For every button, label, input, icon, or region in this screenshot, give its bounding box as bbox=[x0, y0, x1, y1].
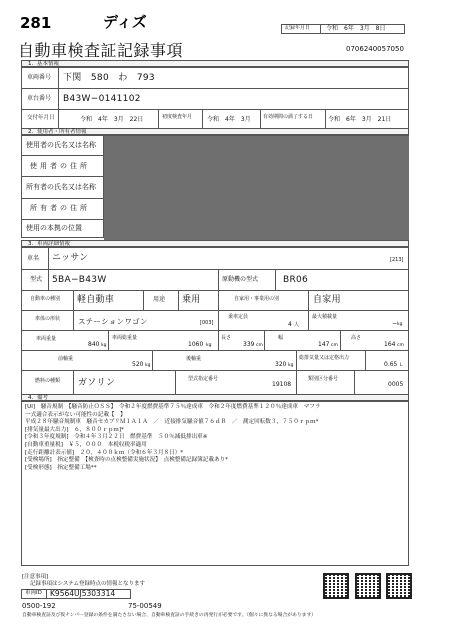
rear-axle-label: 後軸重 bbox=[186, 356, 202, 362]
notes-text: 記録事項はシステム登録時点の情報となります bbox=[30, 581, 145, 587]
business-value: 自家用 bbox=[313, 295, 341, 305]
plate-label: 車両番号 bbox=[27, 74, 52, 81]
record-date-value: 令和 6年 3月 8日 bbox=[326, 25, 386, 32]
chassis-value: B43W−0141102 bbox=[63, 94, 141, 104]
rear-axle-unit: kg bbox=[288, 363, 294, 368]
issue-date-label: 交付年月日 bbox=[27, 115, 55, 121]
maker-label: 車名 bbox=[27, 255, 40, 262]
vehicle-type-value: 軽自動車 bbox=[77, 295, 115, 305]
issue-date-value: 令和 4年 3月 22日 bbox=[80, 116, 144, 123]
max-load-unit: kg bbox=[397, 322, 403, 327]
remark-line: [令和３年度規制] 令和４年３月２２日 燃費基準 ５０％減低排出車※ bbox=[25, 434, 208, 441]
model-label: 型式 bbox=[30, 276, 43, 283]
chassis-label: 車台番号 bbox=[27, 95, 52, 102]
displacement-label: 総排気量又は定格出力 bbox=[299, 355, 350, 361]
remark-line: [排気量最大出力] ６，８００ｒｐｍ]* bbox=[25, 426, 124, 433]
remark-line: 平成２８年騒音規制車 騒音セカブリＭ１Ａ１Ａ ／ 近接排気騒音値７６ｄＢ ／ 測定回転数３，７５０ｒｐｍ* bbox=[25, 419, 319, 426]
capacity-value: 4 bbox=[288, 321, 292, 328]
remark-line: [受検形態] 指定整備工場** bbox=[25, 464, 97, 471]
first-reg-label: 初度検査年月 bbox=[162, 114, 193, 120]
length-label: 長さ bbox=[221, 335, 232, 341]
max-load-value: − bbox=[392, 320, 398, 327]
handwritten-name: ディズ bbox=[103, 13, 147, 31]
vehicle-weight-label: 車両重量 bbox=[36, 336, 57, 342]
fuel-value: ガソリン bbox=[78, 378, 116, 388]
base-location-label: 使用の本拠の位置 bbox=[26, 224, 82, 232]
category-value: 0005 bbox=[388, 381, 404, 388]
owner-address-label: 所有者の住所 bbox=[30, 204, 90, 212]
car-id-label: 車両ID bbox=[25, 590, 42, 596]
displacement-value: 0.65 bbox=[384, 361, 398, 368]
footer-code-1: 0500-192 bbox=[22, 602, 56, 610]
user-address-label: 使用者の住所 bbox=[30, 162, 90, 170]
footer-bottom-note: 自動車検査証及び仮ナンバー登録の条件を満たさない場合、自動車検査証の手続きの再発行が必要です。（個々に異なる場合があります） bbox=[22, 613, 317, 618]
expiry-label: 有効期間の満了する日 bbox=[263, 114, 314, 120]
remark-line: 一式適合表示がない可能性の記載【 】 bbox=[25, 411, 126, 418]
model-designation-value: 19108 bbox=[272, 381, 292, 388]
user-name-label: 使用者の氏名又は名称 bbox=[26, 141, 96, 149]
qr-code-1 bbox=[323, 573, 349, 599]
front-axle-value: 520 bbox=[132, 361, 144, 368]
section-remarks-header: 4．備考 bbox=[21, 394, 409, 401]
body-code: [003] bbox=[200, 320, 214, 326]
body-value: ステーションワゴン bbox=[78, 317, 148, 326]
gross-weight-value: 1060 bbox=[188, 341, 204, 348]
gross-weight-unit: kg bbox=[206, 343, 212, 348]
remarks-list bbox=[25, 404, 320, 472]
qr-code-3 bbox=[386, 573, 412, 599]
engine-label: 原動機の型式 bbox=[222, 276, 259, 283]
max-load-label: 最大積載量 bbox=[312, 314, 338, 320]
model-designation-label: 型式指定番号 bbox=[188, 376, 219, 382]
height-value: 164 bbox=[384, 341, 396, 348]
category-label: 類別区分番号 bbox=[308, 376, 339, 382]
notes-label: [注意事項] bbox=[22, 574, 49, 580]
capacity-label: 乗車定員 bbox=[228, 314, 249, 320]
document-title: 自動車検査証記録事項 bbox=[18, 41, 184, 60]
section-basic-header: 1．基本情報 bbox=[21, 60, 409, 67]
height-label: 高さ bbox=[351, 335, 362, 341]
expiry-value: 令和 6年 3月 21日 bbox=[328, 116, 392, 123]
front-axle-label: 前軸重 bbox=[58, 356, 74, 362]
front-axle-unit: kg bbox=[145, 363, 151, 368]
displacement-unit: L bbox=[400, 363, 403, 368]
width-unit: cm bbox=[331, 343, 338, 348]
business-label: 自家用・事業用の別 bbox=[234, 296, 280, 302]
model-value: 5BA−B43W bbox=[52, 275, 107, 285]
maker-code: [213] bbox=[390, 257, 404, 263]
section-owner-header: 2．使用者・所有者情報 bbox=[21, 128, 409, 135]
maker-value: ニッサン bbox=[52, 253, 89, 263]
remark-line: [走行距離計表示値] ２０，４００ｋｍ（令和６年３月８日）* bbox=[25, 449, 184, 456]
document-number: 0706240057050 bbox=[346, 45, 404, 53]
handwritten-number: 281 bbox=[20, 14, 52, 32]
capacity-unit: 人 bbox=[294, 322, 300, 328]
remark-line: [自動車重量税] ￥５，０００ 本税収税率適用 bbox=[25, 441, 147, 448]
body-label: 車体の形状 bbox=[35, 316, 61, 322]
car-id-value: K9564UJ5303314 bbox=[50, 589, 116, 598]
record-date-label: 記録年月日 bbox=[285, 25, 311, 31]
width-label: 幅 bbox=[278, 335, 284, 341]
fuel-label: 燃料の種類 bbox=[35, 378, 61, 384]
use-label: 用途 bbox=[153, 296, 166, 303]
vehicle-type-label: 自動車の種別 bbox=[30, 296, 61, 302]
redacted-owner-info bbox=[104, 136, 409, 240]
vehicle-weight-unit: kg bbox=[101, 343, 107, 348]
remark-line: [受検場所] 指定整備 【検査時の点検整備実施状況】 点検整備記録簿記載あり* bbox=[25, 457, 228, 464]
rear-axle-value: 320 bbox=[275, 361, 287, 368]
remark-line: [UI] 騒音規制 【騒音防止ＯＳＳ】 令和２年度燃費基準７５％達成車 令和２年度燃費基準１２０％達成車 マフラ bbox=[25, 404, 321, 410]
qr-code-2 bbox=[355, 573, 381, 599]
gross-weight-label: 車両総重量 bbox=[112, 335, 138, 341]
owner-name-label: 所有者の氏名又は名称 bbox=[26, 183, 96, 191]
footer-code-2: 75-00549 bbox=[128, 602, 162, 610]
width-value: 147 bbox=[318, 341, 330, 348]
height-unit: cm bbox=[397, 343, 404, 348]
use-value: 乗用 bbox=[182, 295, 201, 305]
plate-value: 下関 580 わ 793 bbox=[63, 73, 155, 83]
engine-value: BR06 bbox=[283, 275, 309, 285]
section-vehicle-header: 3．車両詳細情報 bbox=[21, 240, 409, 247]
vehicle-weight-value: 840 bbox=[88, 341, 100, 348]
length-value: 339 bbox=[243, 341, 255, 348]
first-reg-value: 令和 4年 3月 bbox=[207, 116, 251, 123]
length-unit: cm bbox=[256, 343, 263, 348]
